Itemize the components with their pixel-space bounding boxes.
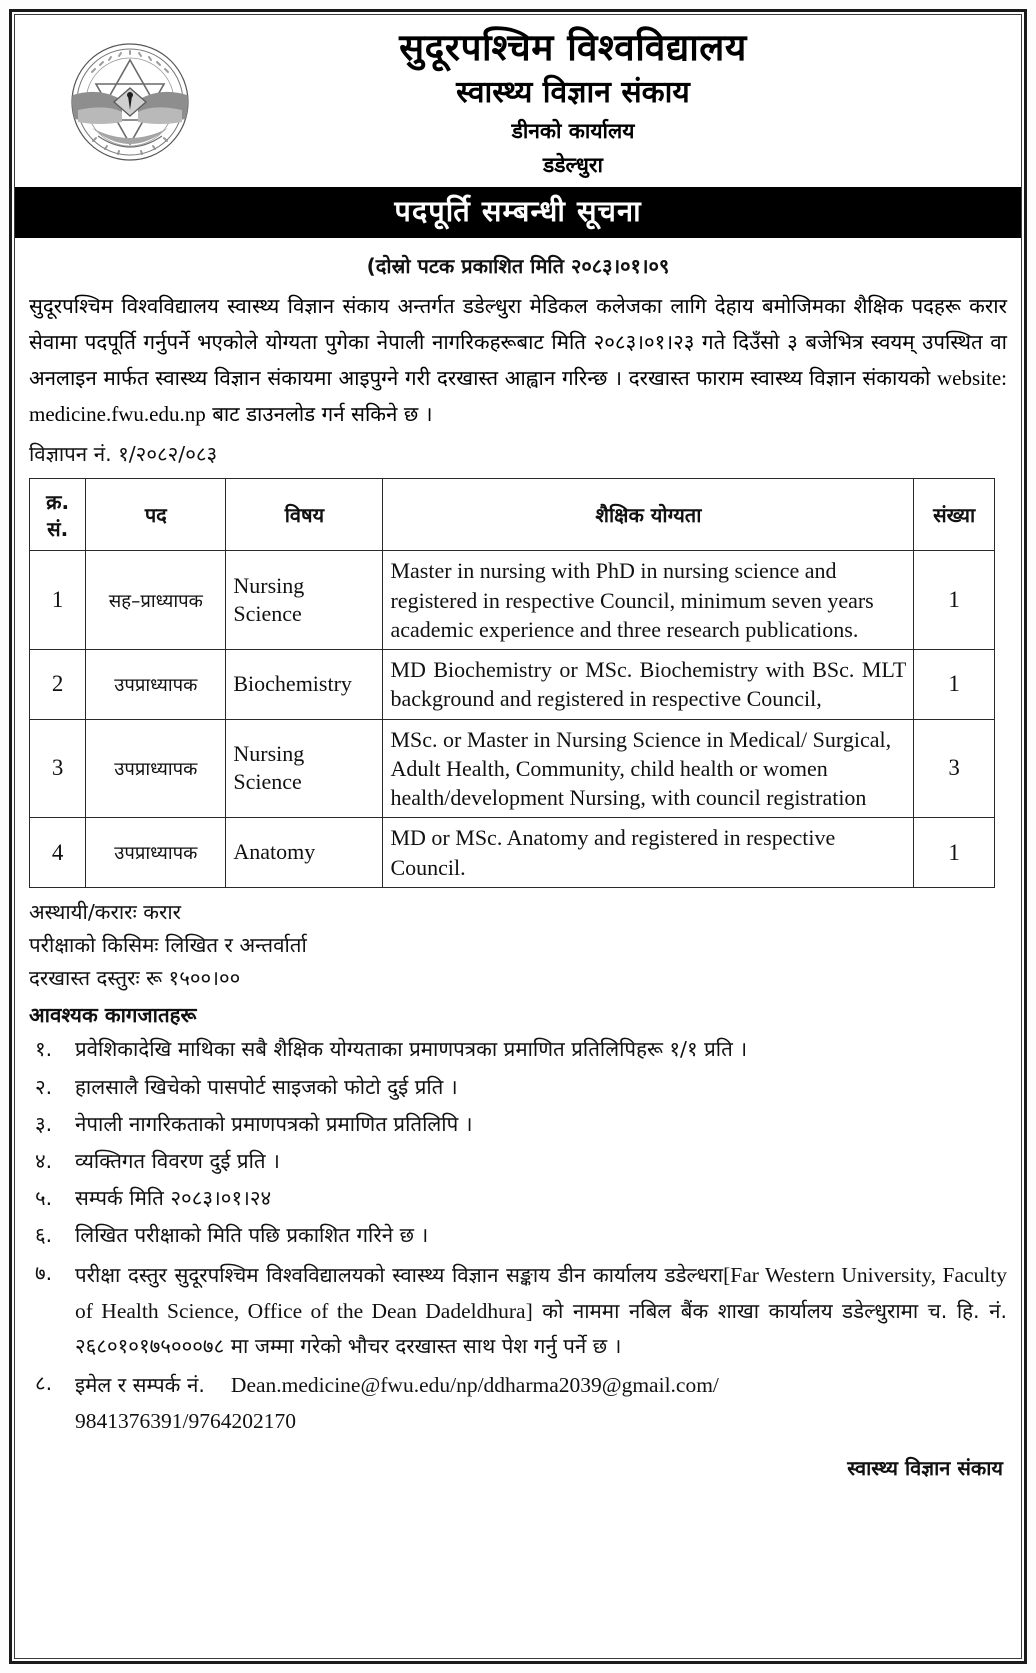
cell-sn: 1 bbox=[30, 551, 86, 650]
list-text bbox=[75, 1257, 1007, 1364]
bank-text-part2: को नाममा नबिल बैंक शाखा कार्यालय डडेल्धुरामा च. हि. नं. bbox=[532, 1298, 1007, 1323]
list-item-bank-details bbox=[29, 1257, 1007, 1364]
website-link[interactable]: website: medicine.fwu.edu.np bbox=[29, 365, 1007, 427]
bank-account-number: २६८०१०१७५०००७८ bbox=[75, 1333, 225, 1358]
list-marker: ४. bbox=[35, 1149, 53, 1174]
cell-subject: Biochemistry bbox=[226, 650, 383, 720]
vacancy-table bbox=[29, 478, 995, 888]
cell-qualification: MD or MSc. Anatomy and registered in respective Council. bbox=[383, 818, 914, 888]
cell-post: उपप्राध्यापक bbox=[86, 818, 226, 888]
col-header-number: संख्या bbox=[914, 479, 995, 551]
list-item bbox=[29, 1219, 1007, 1252]
list-text: सम्पर्क मिति २०८३।०१।२४ bbox=[75, 1186, 272, 1211]
notice-title-banner: पदपूर्ति सम्बन्धी सूचना bbox=[15, 187, 1021, 238]
cell-post: उपप्राध्यापक bbox=[86, 650, 226, 720]
contact-email[interactable]: Dean.medicine@fwu.edu/np/ddharma2039@gmail.com/ bbox=[230, 1373, 719, 1398]
col-header-qualification: शैक्षिक योग्यता bbox=[383, 479, 914, 551]
list-text bbox=[75, 1367, 1007, 1439]
bank-text-part1: परीक्षा दस्तुर सुदूरपश्चिम विश्वविद्यालयको स्वास्थ्य विज्ञान सङ्काय डीन कार्यालय डडेल्धरा bbox=[75, 1262, 724, 1287]
cell-subject: Nursing Science bbox=[226, 719, 383, 818]
cell-sn: 4 bbox=[30, 818, 86, 888]
letterhead-titles bbox=[245, 25, 1021, 178]
faculty-name: स्वास्थ्य विज्ञान संकाय bbox=[456, 74, 690, 110]
university-seal-icon bbox=[62, 32, 198, 172]
cell-sn: 3 bbox=[30, 719, 86, 818]
cell-number: 1 bbox=[914, 650, 995, 720]
logo-container bbox=[15, 32, 245, 172]
list-text: लिखित परीक्षाको मिति पछि प्रकाशित गरिने छ । bbox=[75, 1223, 429, 1248]
cell-sn: 2 bbox=[30, 650, 86, 720]
required-documents-list bbox=[29, 1033, 1007, 1439]
list-marker: ७. bbox=[35, 1260, 53, 1285]
cell-number: 3 bbox=[914, 719, 995, 818]
cell-number: 1 bbox=[914, 551, 995, 650]
cell-subject: Anatomy bbox=[226, 818, 383, 888]
list-item bbox=[29, 1108, 1007, 1141]
office-location: डडेल्धुरा bbox=[543, 152, 603, 177]
list-text: व्यक्तिगत विवरण दुई प्रति । bbox=[75, 1149, 280, 1174]
documents-heading: आवश्यक कागजातहरू bbox=[29, 1003, 197, 1028]
col-header-post: पद bbox=[86, 479, 226, 551]
service-type-line: अस्थायी/करारः करार bbox=[29, 899, 182, 924]
table-row bbox=[30, 650, 995, 720]
list-text: नेपाली नागरिकताको प्रमाणपत्रको प्रमाणित प्रतिलिपि । bbox=[75, 1111, 473, 1136]
publication-date: (दोस्रो पटक प्रकाशित मिति २०८३।०१।०९ bbox=[366, 254, 670, 279]
list-marker: ३. bbox=[35, 1111, 53, 1136]
list-item bbox=[29, 1033, 1007, 1066]
exam-type-line: परीक्षाको किसिमः लिखित र अन्तर्वार्ता bbox=[29, 933, 307, 958]
list-item bbox=[29, 1145, 1007, 1178]
list-text: प्रवेशिकादेखि माथिका सबै शैक्षिक योग्यताका प्रमाणपत्रका प्रमाणित प्रतिलिपिहरू १/१ प्रति । bbox=[75, 1037, 748, 1062]
col-header-subject: विषय bbox=[226, 479, 383, 551]
contact-phones[interactable]: 9841376391/9764202170 bbox=[75, 1409, 296, 1434]
bank-english-name: [Far Western University, Faculty of Health Science, Office of the Dean Dadeldhura] bbox=[75, 1262, 1008, 1323]
intro-paragraph bbox=[29, 289, 1007, 432]
intro-text-part1: सुदूरपश्चिम विश्वविद्यालय स्वास्थ्य विज्ञान संकाय अन्तर्गत डडेल्धुरा मेडिकल कलेजका लागि देहाय बमोजिमका शैक्षिक पदहरू करार सेवामा पदपूर्ति गर्नुपर्ने भएकोले योग्यता पुगेका नेपाली नागरिकहरूबाट मिति २०८३।०१।२३ गते दिउँसो ३ बजेभित्र स्वयम् उपस्थित वा अनलाइन मार्फत स्वास्थ्य विज्ञान संकायमा आइपुग्ने गरी दरखास्त आह्वान गरिन्छ । दरखास्त फाराम स्वास्थ्य विज्ञान संकायको bbox=[29, 294, 1007, 390]
list-item bbox=[29, 1182, 1007, 1215]
list-marker: १. bbox=[35, 1037, 53, 1062]
table-row bbox=[30, 719, 995, 818]
table-header-row bbox=[30, 479, 995, 551]
cell-qualification: MD Biochemistry or MSc. Biochemistry with BSc. MLT background and registered in respective Council, bbox=[383, 650, 914, 720]
cell-subject: Nursing Science bbox=[226, 551, 383, 650]
list-item bbox=[29, 1071, 1007, 1104]
cell-qualification: Master in nursing with PhD in nursing science and registered in respective Council, minimum seven years academic experience and three research publications. bbox=[383, 551, 914, 650]
signoff-text: स्वास्थ्य विज्ञान संकाय bbox=[847, 1455, 1003, 1480]
advertisement-number: विज्ञापन नं. १/२०८२/०८३ bbox=[29, 442, 218, 467]
letterhead bbox=[15, 15, 1021, 187]
col-header-sn: क्र. सं. bbox=[30, 479, 86, 551]
list-marker: ८. bbox=[35, 1371, 53, 1396]
list-marker: २. bbox=[35, 1074, 53, 1099]
cell-number: 1 bbox=[914, 818, 995, 888]
list-item-contact bbox=[29, 1367, 1007, 1439]
office-name: डीनको कार्यालय bbox=[511, 118, 635, 143]
contact-label: इमेल र सम्पर्क नं. bbox=[75, 1373, 205, 1398]
table-row bbox=[30, 818, 995, 888]
university-name: सुदूरपश्चिम विश्वविद्यालय bbox=[399, 26, 747, 70]
application-fee-line: दरखास्त दस्तुरः रू १५००।०० bbox=[29, 966, 241, 991]
cell-post: सह–प्राध्यापक bbox=[86, 551, 226, 650]
list-text: हालसालै खिचेको पासपोर्ट साइजको फोटो दुई प्रति । bbox=[75, 1074, 458, 1099]
page-content bbox=[15, 15, 1021, 1658]
bank-text-part3: मा जम्मा गरेको भौचर दरखास्त साथ पेश गर्नु पर्ने छ । bbox=[224, 1333, 622, 1358]
notice-body bbox=[15, 238, 1021, 1480]
cell-post: उपप्राध्यापक bbox=[86, 719, 226, 818]
cell-qualification: MSc. or Master in Nursing Science in Medical/ Surgical, Adult Health, Community, child health or women health/development Nursing, with council registration bbox=[383, 719, 914, 818]
table-row bbox=[30, 551, 995, 650]
intro-text-part2: बाट डाउनलोड गर्न सकिने छ । bbox=[205, 402, 433, 427]
list-marker: ५. bbox=[35, 1186, 53, 1211]
list-marker: ६. bbox=[35, 1223, 53, 1248]
